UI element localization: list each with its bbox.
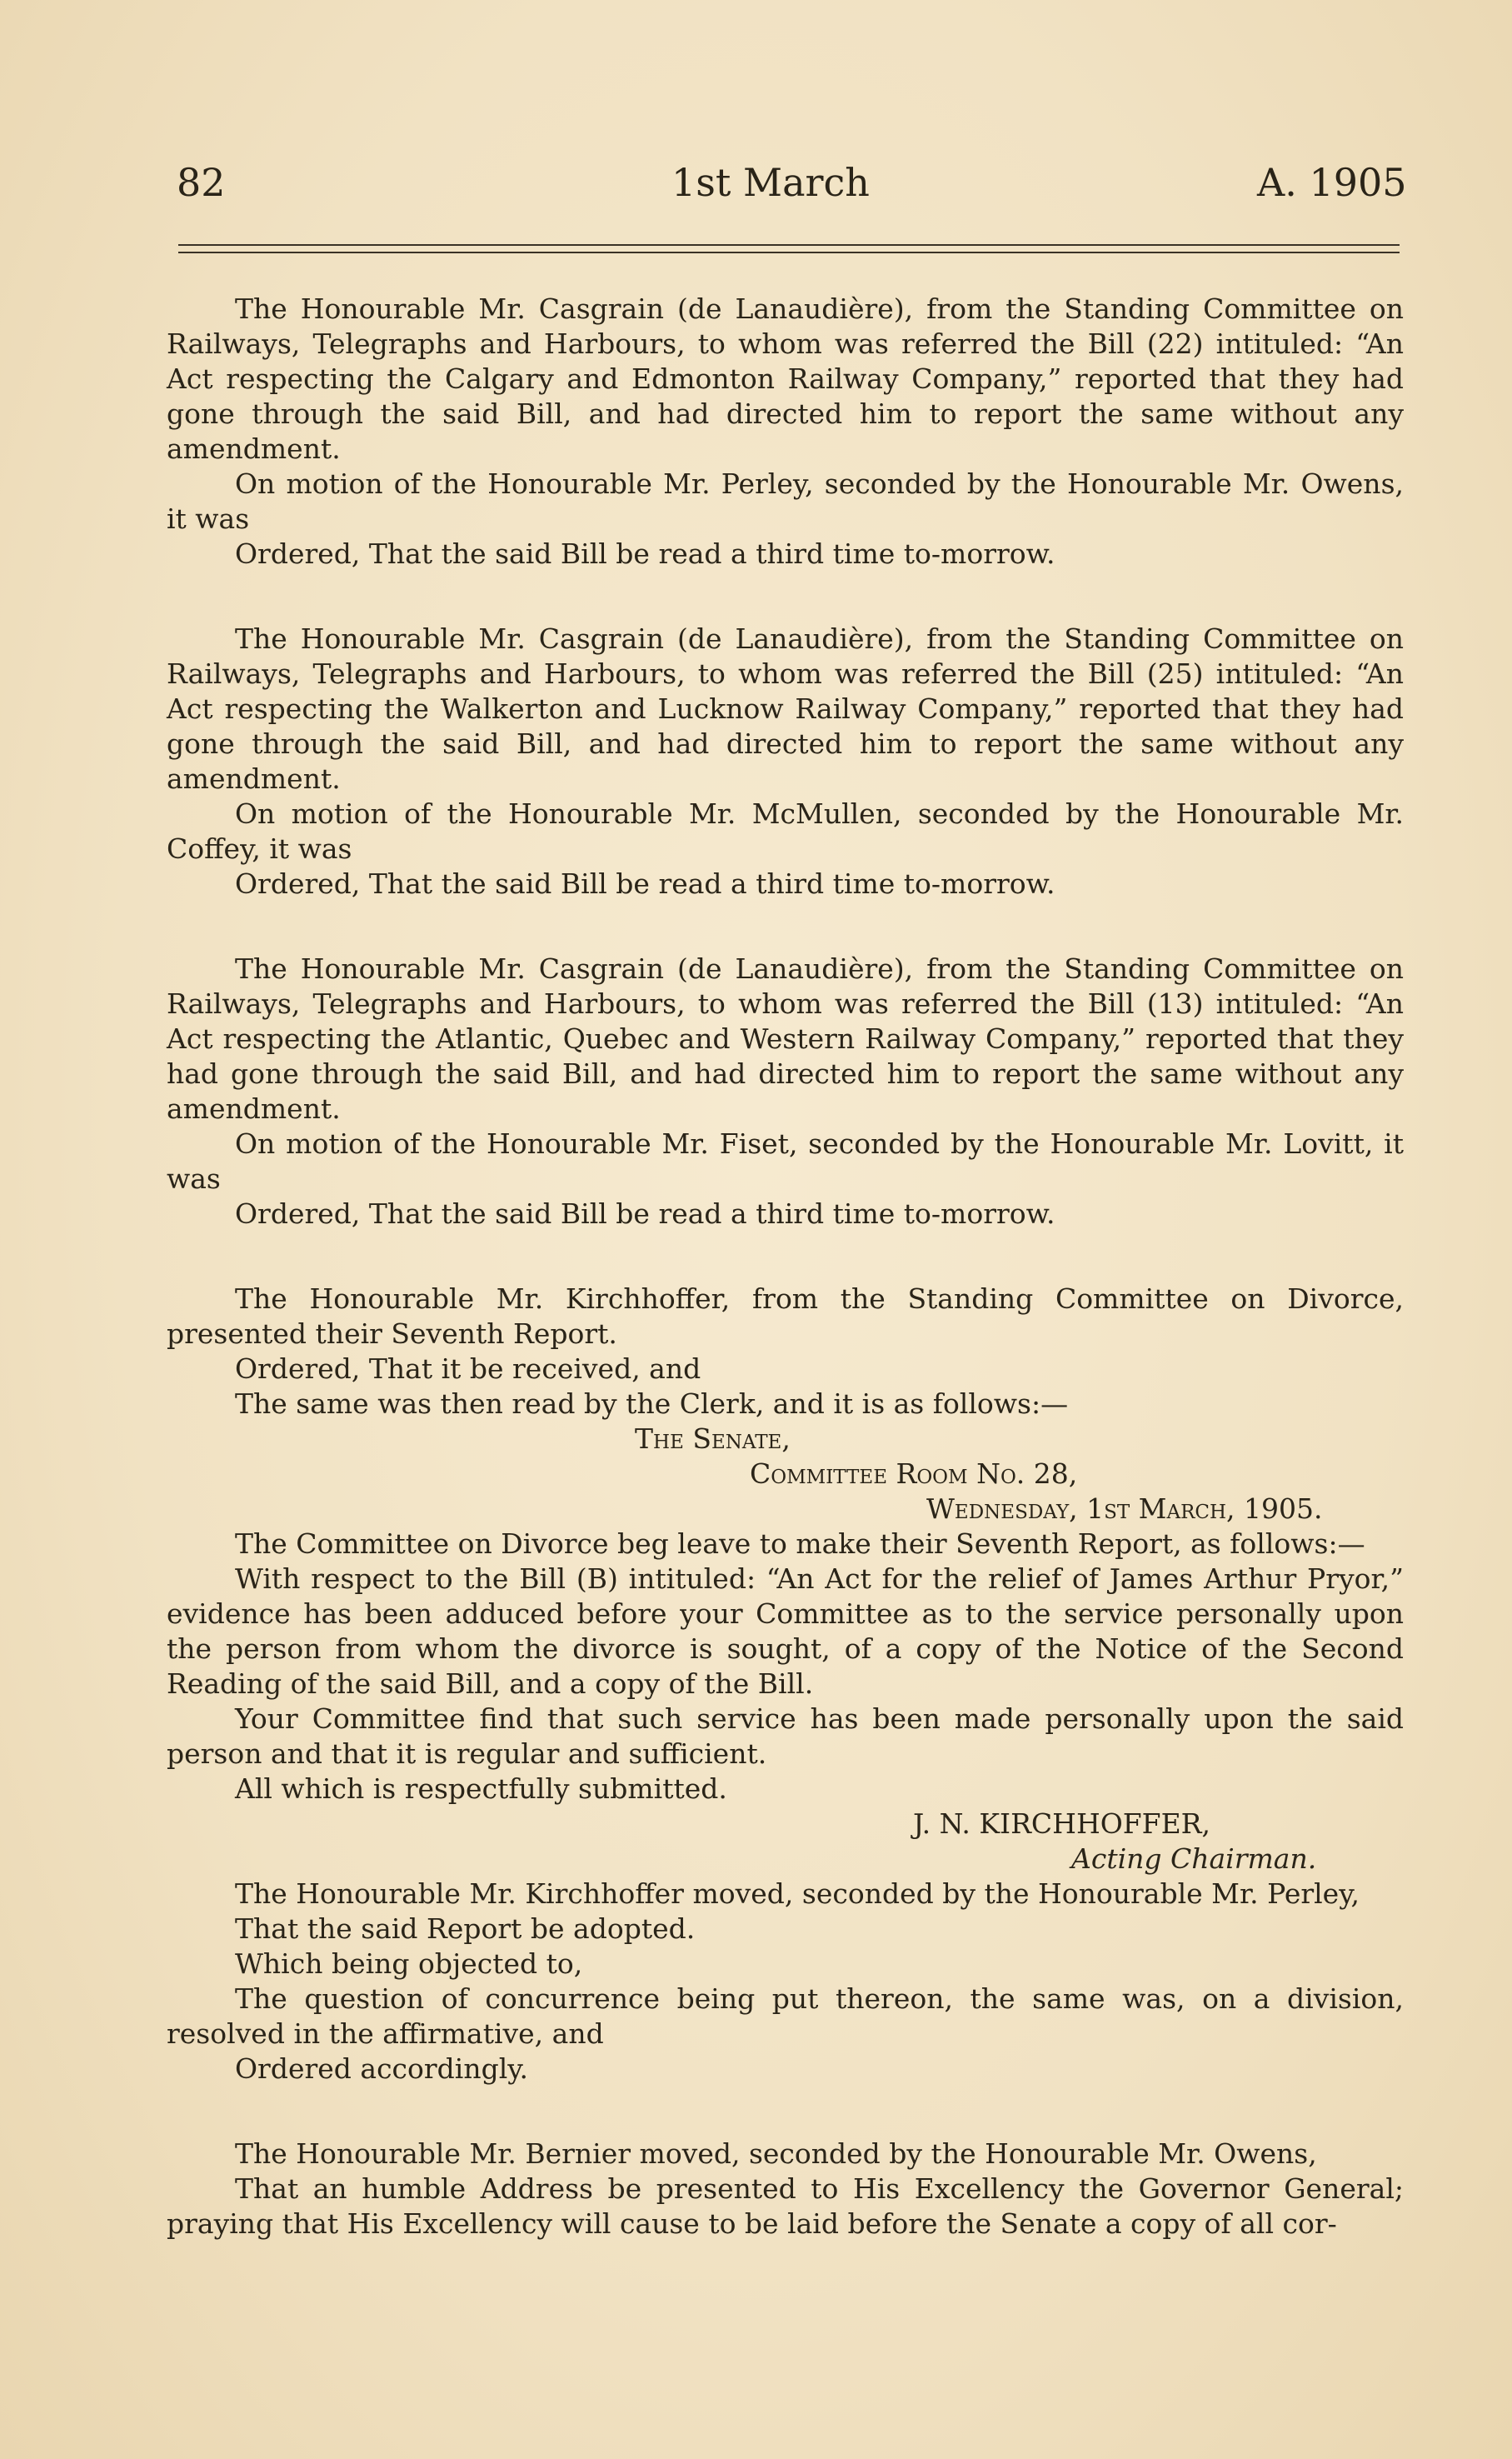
header-rule-top [178,244,1400,246]
address-room: Committee Room No. 28, [750,1457,1078,1490]
order-paragraph: Ordered accordingly. [235,2052,529,2085]
motion-paragraph: On motion of the Honourable Mr. Fiset, seconded by the Honourable Mr. Lovitt, it was [167,1127,1404,1195]
header-rule-bottom [178,252,1400,253]
order-paragraph: Ordered, That it be received, and [235,1352,701,1385]
address-senate: The Senate, [635,1422,791,1455]
motion-paragraph: The Honourable Mr. Kirchhoffer moved, seconded by the Honourable Mr. Perley, [235,1877,1360,1910]
order-paragraph: Ordered, That the said Bill be read a third time to-morrow. [235,1197,1055,1230]
page-number: 82 [177,160,226,205]
page-date: 1st March [671,160,870,205]
report-paragraph: The Honourable Mr. Casgrain (de Lanaudière), from the Standing Committee on Railways, Telegraphs and Harbours, to whom was referred the Bill (22) intituled: “An Act respecting the Calgary and Edmonton Railway Company,” reported that they had gone through the said Bill, and had directed him to report the same without any amendment. [167,292,1404,465]
divorce-report-paragraph: The Honourable Mr. Kirchhoffer, from the Standing Committee on Divorce, presented their Seventh Report. [167,1282,1404,1350]
report-intro: The Committee on Divorce beg leave to make their Seventh Report, as follows:— [235,1527,1365,1560]
division-text: The question of concurrence being put thereon, the same was, on a division, resolved in the affirmative, and [167,1982,1404,2050]
report-submission: All which is respectfully submitted. [235,1772,727,1805]
address-date: Wednesday, 1st March, 1905. [926,1492,1323,1525]
order-paragraph: Ordered, That the said Bill be read a third time to-morrow. [235,537,1055,570]
reading-paragraph: The same was then read by the Clerk, and it is as follows:— [235,1387,1069,1420]
objection-text: Which being objected to, [235,1947,583,1980]
motion-paragraph: On motion of the Honourable Mr. McMullen, seconded by the Honourable Mr. Coffey, it was [167,797,1404,865]
report-body: With respect to the Bill (B) intituled: “An Act for the relief of James Arthur Pryor,” evidence has been adduced before your Committee as to the service personally upon the person from whom the divorce is sought, of a copy of the Notice of the Second Reading of the said Bill, and a copy of the Bill. [167,1562,1404,1700]
motion-paragraph: The Honourable Mr. Bernier moved, seconded by the Honourable Mr. Owens, [235,2137,1317,2170]
page-year: A. 1905 [1257,160,1407,205]
signature-name: J. N. KIRCHHOFFER, [913,1807,1211,1840]
order-paragraph: Ordered, That the said Bill be read a third time to-morrow. [235,867,1055,900]
report-paragraph: The Honourable Mr. Casgrain (de Lanaudière), from the Standing Committee on Railways, Telegraphs and Harbours, to whom was referred the Bill (13) intituled: “An Act respecting the Atlantic, Quebec and Western Railway Company,” reported that they had gone through the said Bill, and had directed him to report the same without any amendment. [167,952,1404,1125]
motion-text: That the said Report be adopted. [235,1912,696,1945]
report-paragraph: The Honourable Mr. Casgrain (de Lanaudière), from the Standing Committee on Railways, Telegraphs and Harbours, to whom was referred the Bill (25) intituled: “An Act respecting the Walkerton and Lucknow Railway Company,” reported that they had gone through the said Bill, and had directed him to report the same without any amendment. [167,622,1404,795]
motion-paragraph: On motion of the Honourable Mr. Perley, seconded by the Honourable Mr. Owens, it was [167,467,1404,535]
address-paragraph: That an humble Address be presented to His Excellency the Governor General; praying that His Excellency will cause to be laid before the Senate a copy of all cor- [167,2172,1404,2240]
signature-title: Acting Chairman. [1071,1842,1317,1875]
report-finding: Your Committee find that such service has been made personally upon the said person and that it is regular and sufficient. [167,1702,1404,1770]
document-body [167,292,1404,2242]
